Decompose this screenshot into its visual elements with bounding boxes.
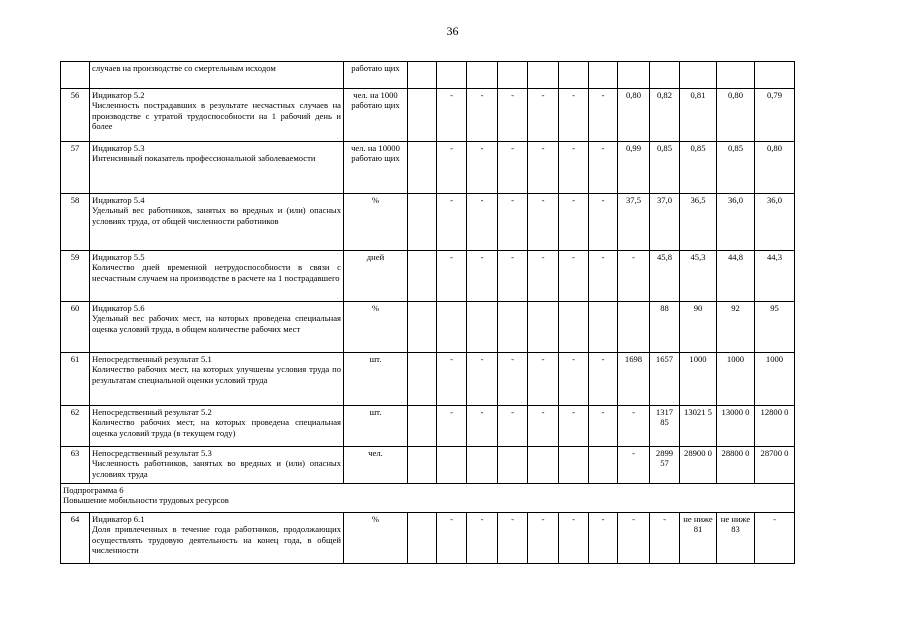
value-cell: - (528, 406, 559, 447)
value-cell: - (618, 406, 650, 447)
value-cell: - (467, 194, 498, 251)
value-cell: 90 (680, 302, 717, 353)
value-cell (408, 447, 437, 484)
value-cell: - (650, 513, 680, 564)
value-cell: 1698 (618, 353, 650, 406)
row-number: 58 (61, 194, 90, 251)
value-cell: 12800 0 (755, 406, 795, 447)
page-number: 36 (446, 24, 459, 38)
value-cell: - (498, 513, 528, 564)
value-cell: - (559, 142, 589, 194)
value-cell: - (589, 406, 618, 447)
row-unit: чел. на 10000 работаю щих (344, 142, 408, 194)
value-cell: - (589, 513, 618, 564)
value-cell: 28800 0 (717, 447, 755, 484)
value-cell (589, 62, 618, 89)
table-row (61, 89, 795, 142)
value-cell (650, 62, 680, 89)
value-cell: - (528, 142, 559, 194)
row-description (90, 406, 344, 447)
indicator-table (60, 61, 795, 564)
row-title: Индикатор 5.3 (92, 143, 145, 153)
value-cell: 36,5 (680, 194, 717, 251)
value-cell: 0,80 (755, 142, 795, 194)
value-cell: - (467, 89, 498, 142)
value-cell: - (559, 251, 589, 302)
value-cell: - (528, 89, 559, 142)
value-cell: - (437, 353, 467, 406)
value-cell: 37,0 (650, 194, 680, 251)
value-cell: 1000 (755, 353, 795, 406)
value-cell: - (437, 142, 467, 194)
value-cell: 28700 0 (755, 447, 795, 484)
value-cell: - (498, 89, 528, 142)
value-cell (408, 89, 437, 142)
value-cell (618, 62, 650, 89)
row-description (90, 142, 344, 194)
row-number: 61 (61, 353, 90, 406)
section-header (61, 484, 795, 513)
value-cell (717, 62, 755, 89)
section-row (61, 484, 795, 513)
row-title: Непосредственный результат 5.1 (92, 354, 212, 364)
value-cell: - (618, 513, 650, 564)
table-row (61, 406, 795, 447)
row-title: Индикатор 5.6 (92, 303, 145, 313)
value-cell: - (559, 194, 589, 251)
row-unit: работаю щих (344, 62, 408, 89)
row-title: Индикатор 5.4 (92, 195, 145, 205)
row-title: Непосредственный результат 5.2 (92, 407, 212, 417)
value-cell (680, 62, 717, 89)
table-row (61, 194, 795, 251)
row-description (90, 251, 344, 302)
row-number: 63 (61, 447, 90, 484)
row-number: 64 (61, 513, 90, 564)
value-cell: 0,85 (650, 142, 680, 194)
value-cell: - (437, 406, 467, 447)
row-unit: % (344, 513, 408, 564)
value-cell: 1000 (717, 353, 755, 406)
value-cell: 1000 (680, 353, 717, 406)
value-cell: 37,5 (618, 194, 650, 251)
value-cell: - (559, 513, 589, 564)
value-cell (408, 194, 437, 251)
row-description (90, 513, 344, 564)
value-cell: 0,82 (650, 89, 680, 142)
row-text: Доля привлеченных в течение года работников, продолжающих осуществлять трудовую деятельность на конец года, в общей численности (92, 524, 341, 556)
value-cell: 0,79 (755, 89, 795, 142)
row-text: Интенсивный показатель профессиональной заболеваемости (92, 153, 316, 164)
row-number (61, 62, 90, 89)
value-cell: 36,0 (717, 194, 755, 251)
value-cell: 1657 (650, 353, 680, 406)
value-cell: 0,85 (680, 142, 717, 194)
value-cell (408, 302, 437, 353)
row-unit: % (344, 302, 408, 353)
value-cell (559, 302, 589, 353)
table-row (61, 142, 795, 194)
row-description (90, 353, 344, 406)
value-cell: - (498, 406, 528, 447)
value-cell: 0,99 (618, 142, 650, 194)
value-cell (559, 447, 589, 484)
value-cell: 28900 0 (680, 447, 717, 484)
row-number: 60 (61, 302, 90, 353)
row-text: Удельный вес работников, занятых во вредных и (или) опасных условиях труда, от общей численности работников (92, 205, 341, 226)
table-row (61, 353, 795, 406)
value-cell: - (467, 353, 498, 406)
row-description (90, 447, 344, 484)
row-text: Численность пострадавших в результате несчастных случаев на производстве с утратой трудоспособности на 1 рабочий день и более (92, 100, 341, 132)
value-cell (467, 302, 498, 353)
value-cell: - (589, 142, 618, 194)
table-row (61, 251, 795, 302)
row-number: 62 (61, 406, 90, 447)
row-unit: дней (344, 251, 408, 302)
value-cell: 36,0 (755, 194, 795, 251)
value-cell: 92 (717, 302, 755, 353)
value-cell: не ниже 81 (680, 513, 717, 564)
value-cell: - (755, 513, 795, 564)
row-number: 57 (61, 142, 90, 194)
section-subtitle: Повышение мобильности трудовых ресурсов (63, 495, 229, 506)
row-unit: чел. на 1000 работаю щих (344, 89, 408, 142)
value-cell: - (437, 89, 467, 142)
value-cell: 45,3 (680, 251, 717, 302)
table-row (61, 447, 795, 484)
row-unit: шт. (344, 406, 408, 447)
value-cell: 0,80 (717, 89, 755, 142)
value-cell (589, 302, 618, 353)
value-cell: 95 (755, 302, 795, 353)
value-cell (437, 447, 467, 484)
value-cell: - (559, 406, 589, 447)
value-cell: 88 (650, 302, 680, 353)
value-cell (467, 62, 498, 89)
value-cell: 44,8 (717, 251, 755, 302)
value-cell (498, 62, 528, 89)
value-cell: 0,85 (717, 142, 755, 194)
value-cell: - (437, 194, 467, 251)
value-cell: - (498, 142, 528, 194)
value-cell: - (528, 194, 559, 251)
value-cell: 13021 5 (680, 406, 717, 447)
row-description (90, 89, 344, 142)
value-cell (498, 447, 528, 484)
row-unit: шт. (344, 353, 408, 406)
value-cell: - (528, 251, 559, 302)
value-cell: - (437, 251, 467, 302)
value-cell: - (589, 251, 618, 302)
row-text: Количество дней временной нетрудоспособности в связи с несчастным случаем на производстве в расчете на 1 пострадавшего (92, 262, 341, 283)
row-text: случаев на производстве со смертельным исходом (92, 63, 276, 73)
row-title: Индикатор 5.2 (92, 90, 145, 100)
row-text: Количество рабочих мест, на которых проведена специальная оценка условий труда (в текущем году) (92, 417, 341, 438)
value-cell: - (467, 142, 498, 194)
value-cell (437, 302, 467, 353)
value-cell: 0,81 (680, 89, 717, 142)
row-text: Удельный вес рабочих мест, на которых проведена специальная оценка условий труда, в общем количестве рабочих мест (92, 313, 341, 334)
value-cell: - (589, 89, 618, 142)
row-title: Индикатор 5.5 (92, 252, 145, 262)
value-cell: - (437, 513, 467, 564)
value-cell (408, 62, 437, 89)
value-cell: - (618, 251, 650, 302)
value-cell: - (528, 513, 559, 564)
value-cell: - (528, 353, 559, 406)
value-cell: - (467, 406, 498, 447)
value-cell (498, 302, 528, 353)
value-cell: - (498, 251, 528, 302)
value-cell: - (467, 251, 498, 302)
row-text: Численность работников, занятых во вредных и (или) опасных условиях труда (92, 458, 341, 479)
value-cell: не ниже 83 (717, 513, 755, 564)
row-description (90, 194, 344, 251)
row-unit: чел. (344, 447, 408, 484)
value-cell: - (589, 194, 618, 251)
value-cell: - (498, 194, 528, 251)
value-cell: - (467, 513, 498, 564)
row-title: Непосредственный результат 5.3 (92, 448, 212, 458)
table-row (61, 513, 795, 564)
value-cell (408, 406, 437, 447)
value-cell (589, 447, 618, 484)
value-cell: 1317 85 (650, 406, 680, 447)
row-description (90, 62, 344, 89)
value-cell: - (559, 89, 589, 142)
value-cell: 0,80 (618, 89, 650, 142)
value-cell: 45,8 (650, 251, 680, 302)
value-cell (528, 447, 559, 484)
value-cell: 44,3 (755, 251, 795, 302)
row-text: Количество рабочих мест, на которых улучшены условия труда по результатам специальной оценки условий труда (92, 364, 341, 385)
value-cell: - (589, 353, 618, 406)
row-number: 59 (61, 251, 90, 302)
value-cell (528, 302, 559, 353)
value-cell (408, 513, 437, 564)
row-number: 56 (61, 89, 90, 142)
value-cell (755, 62, 795, 89)
value-cell: - (498, 353, 528, 406)
value-cell: - (618, 447, 650, 484)
table-row (61, 302, 795, 353)
row-title: Индикатор 6.1 (92, 514, 145, 524)
value-cell: 2899 57 (650, 447, 680, 484)
row-unit: % (344, 194, 408, 251)
value-cell (559, 62, 589, 89)
row-description (90, 302, 344, 353)
value-cell (408, 353, 437, 406)
value-cell (467, 447, 498, 484)
value-cell (528, 62, 559, 89)
value-cell (408, 251, 437, 302)
value-cell: 13000 0 (717, 406, 755, 447)
value-cell (618, 302, 650, 353)
value-cell (437, 62, 467, 89)
table-row (61, 62, 795, 89)
value-cell (408, 142, 437, 194)
section-title: Подпрограмма 6 (63, 485, 124, 495)
value-cell: - (559, 353, 589, 406)
